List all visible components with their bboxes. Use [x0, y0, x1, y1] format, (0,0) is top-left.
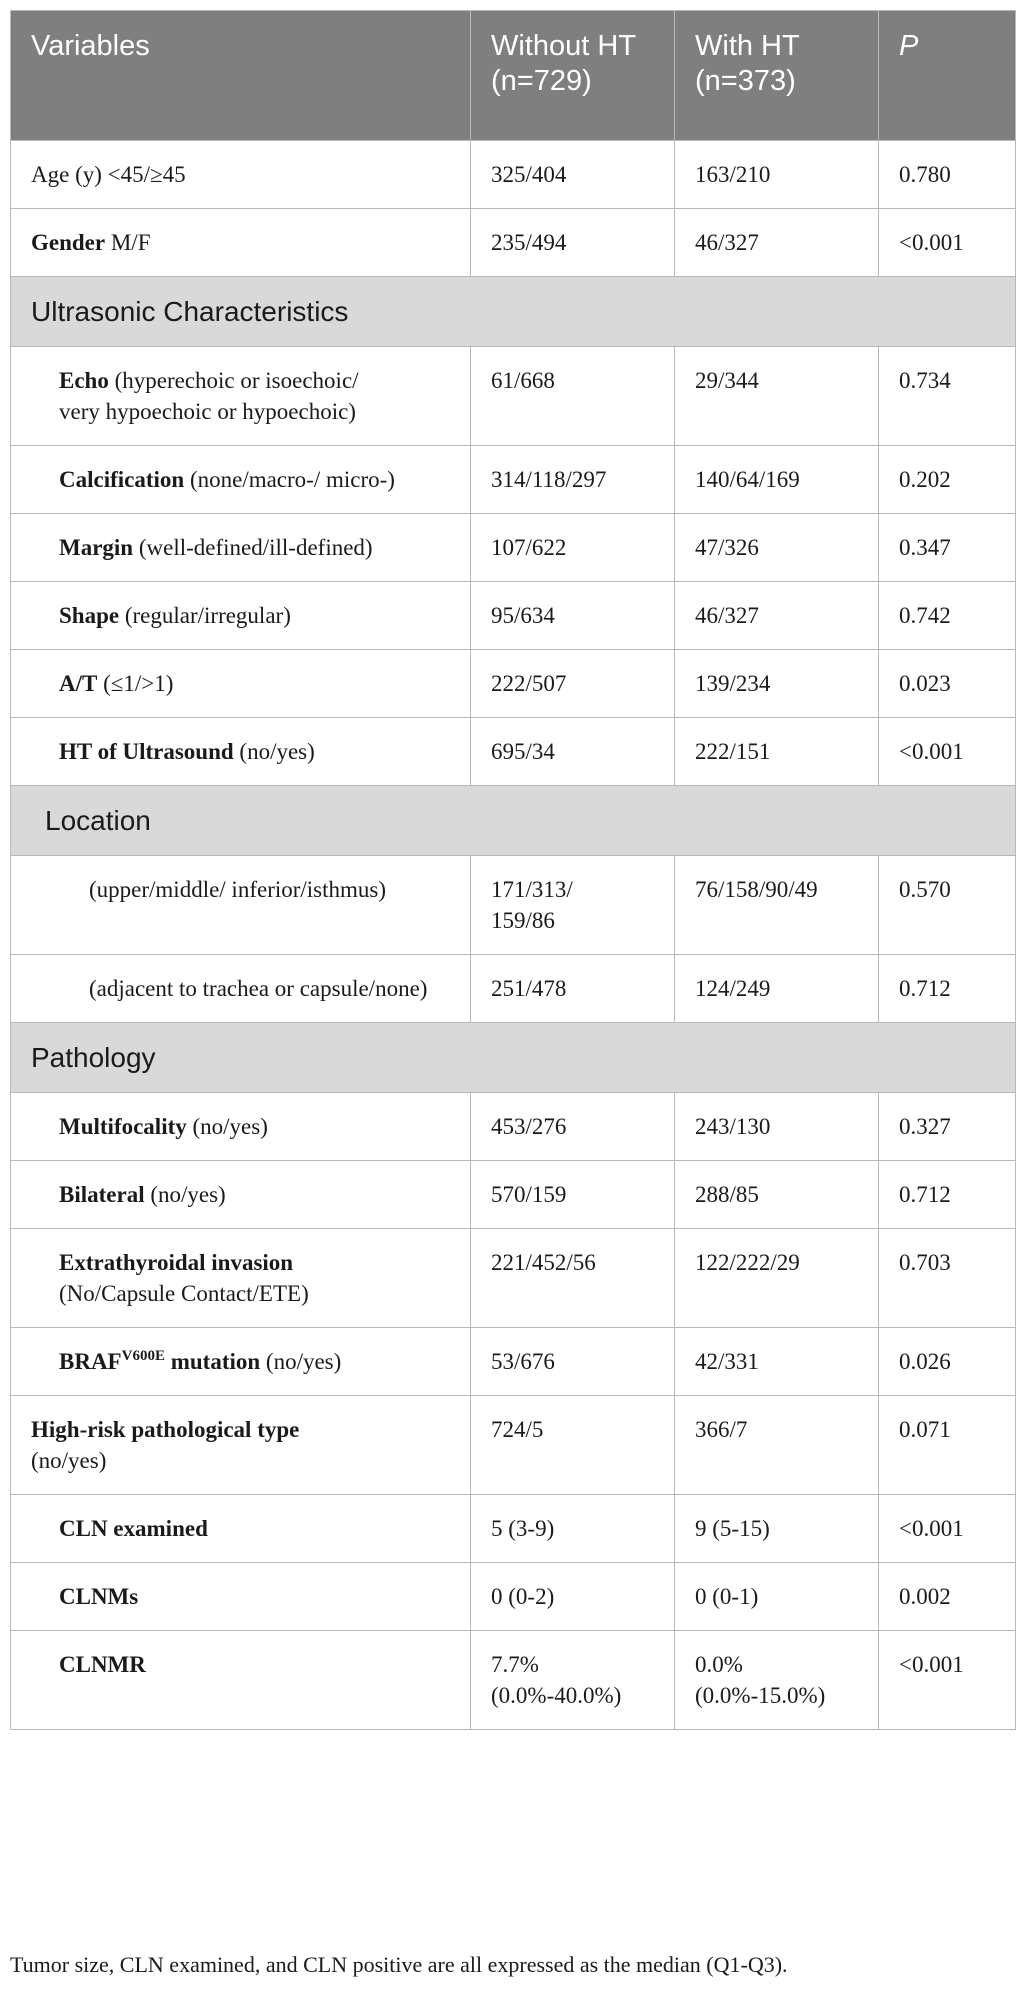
cell-line: 171/313/: [491, 877, 573, 902]
table-row: [11, 514, 1016, 582]
cell-with-ht: 163/210: [675, 141, 879, 209]
cell-without-ht: 5 (3-9): [471, 1495, 675, 1563]
cell-without-ht: 53/676: [471, 1328, 675, 1396]
label-bold: Calcification: [59, 467, 185, 492]
cell-without-ht: 724/5: [471, 1396, 675, 1495]
cell-with-ht: 0 (0-1): [675, 1563, 879, 1631]
row-label-ht-ultrasound: [11, 718, 471, 786]
cell-with-ht: 222/151: [675, 718, 879, 786]
header-variables: Variables: [11, 11, 471, 141]
data-table-container: [10, 10, 1015, 1730]
label-plain: (no/yes): [31, 1448, 107, 1473]
cell-without-ht: 251/478: [471, 955, 675, 1023]
table-row: [11, 856, 1016, 955]
cell-with-ht: 366/7: [675, 1396, 879, 1495]
label-bold: CLN examined: [59, 1516, 208, 1541]
label-plain: (regular/irregular): [119, 603, 291, 628]
row-label-cln-examined: [11, 1495, 471, 1563]
header-without-ht: Without HT (n=729): [471, 11, 675, 141]
label-plain: (well-defined/ill-defined): [133, 535, 373, 560]
cell-with-ht: 124/249: [675, 955, 879, 1023]
label-plain: M/F: [105, 230, 151, 255]
cell-without-ht: [471, 1631, 675, 1730]
label-bold: CLNMR: [59, 1652, 146, 1677]
row-label-age: Age (y) <45/≥45: [11, 141, 471, 209]
table-row: [11, 141, 1016, 209]
cell-p-value: 0.734: [879, 347, 1016, 446]
row-label-clnms: [11, 1563, 471, 1631]
cell-without-ht: 695/34: [471, 718, 675, 786]
row-label-braf: [11, 1328, 471, 1396]
table-row: [11, 718, 1016, 786]
row-label-margin: [11, 514, 471, 582]
cell-without-ht: 222/507: [471, 650, 675, 718]
cell-p-value: 0.712: [879, 955, 1016, 1023]
row-label-gender: [11, 209, 471, 277]
table-row: [11, 1161, 1016, 1229]
label-plain: (no/yes): [186, 1114, 268, 1139]
label-bold: mutation: [164, 1349, 261, 1374]
cell-with-ht: 47/326: [675, 514, 879, 582]
label-plain: (no/yes): [260, 1349, 342, 1374]
cell-with-ht: 76/158/90/49: [675, 856, 879, 955]
cell-without-ht: 221/452/56: [471, 1229, 675, 1328]
table-row: [11, 209, 1016, 277]
row-label-extrathyroidal: [11, 1229, 471, 1328]
cell-without-ht: 235/494: [471, 209, 675, 277]
table-row: [11, 347, 1016, 446]
label-bold: HT of Ultrasound: [59, 739, 234, 764]
table-row: [11, 1631, 1016, 1730]
cell-without-ht: 0 (0-2): [471, 1563, 675, 1631]
cell-p-value: 0.026: [879, 1328, 1016, 1396]
table-row: [11, 650, 1016, 718]
label-bold: Gender: [31, 230, 106, 255]
cell-line: 7.7%: [491, 1652, 539, 1677]
cell-p-value: 0.742: [879, 582, 1016, 650]
data-table: [10, 10, 1016, 1730]
section-title-ultrasonic: Ultrasonic Characteristics: [11, 277, 1016, 347]
cell-p-value: 0.703: [879, 1229, 1016, 1328]
table-row: [11, 446, 1016, 514]
label-bold: Bilateral: [59, 1182, 145, 1207]
section-title-pathology: Pathology: [11, 1023, 1016, 1093]
cell-line: (0.0%-15.0%): [695, 1683, 826, 1708]
row-label-calcification: [11, 446, 471, 514]
label-plain: (≤1/>1): [97, 671, 174, 696]
label-plain: (no/yes): [144, 1182, 226, 1207]
row-label-shape: [11, 582, 471, 650]
label-bold: Multifocality: [59, 1114, 187, 1139]
section-header-row: [11, 1023, 1016, 1093]
cell-p-value: <0.001: [879, 1631, 1016, 1730]
cell-with-ht: 9 (5-15): [675, 1495, 879, 1563]
label-plain: (no/yes): [233, 739, 315, 764]
table-row: [11, 1396, 1016, 1495]
table-row: [11, 1229, 1016, 1328]
label-bold: CLNMs: [59, 1584, 139, 1609]
row-label-high-risk: [11, 1396, 471, 1495]
cell-with-ht: 42/331: [675, 1328, 879, 1396]
cell-line: 0.0%: [695, 1652, 743, 1677]
cell-p-value: <0.001: [879, 209, 1016, 277]
row-label-at: [11, 650, 471, 718]
table-row: [11, 1495, 1016, 1563]
cell-with-ht: 29/344: [675, 347, 879, 446]
section-title-location: Location: [11, 786, 1016, 856]
header-with-ht: With HT (n=373): [675, 11, 879, 141]
cell-without-ht: 314/118/297: [471, 446, 675, 514]
cell-without-ht: 107/622: [471, 514, 675, 582]
row-label-echo: [11, 347, 471, 446]
cell-p-value: 0.002: [879, 1563, 1016, 1631]
section-header-row: [11, 277, 1016, 347]
label-plain: very hypoechoic or hypoechoic): [59, 399, 356, 424]
cell-p-value: 0.071: [879, 1396, 1016, 1495]
cell-with-ht: 122/222/29: [675, 1229, 879, 1328]
row-label-clnmr: [11, 1631, 471, 1730]
table-row: [11, 955, 1016, 1023]
label-superscript: V600E: [121, 1348, 165, 1364]
cell-p-value: <0.001: [879, 718, 1016, 786]
table-row: [11, 1563, 1016, 1631]
cell-with-ht: [675, 1631, 879, 1730]
cell-p-value: 0.202: [879, 446, 1016, 514]
cell-without-ht: 325/404: [471, 141, 675, 209]
cell-line: (0.0%-40.0%): [491, 1683, 622, 1708]
label-bold: BRAF: [59, 1349, 122, 1374]
row-label-multifocality: [11, 1093, 471, 1161]
cell-p-value: 0.780: [879, 141, 1016, 209]
row-label-location-2: (adjacent to trachea or capsule/none): [11, 955, 471, 1023]
cell-p-value: 0.347: [879, 514, 1016, 582]
cell-with-ht: 140/64/169: [675, 446, 879, 514]
cell-with-ht: 46/327: [675, 582, 879, 650]
cell-with-ht: 288/85: [675, 1161, 879, 1229]
cell-line: 159/86: [491, 908, 555, 933]
cell-with-ht: 46/327: [675, 209, 879, 277]
row-label-bilateral: [11, 1161, 471, 1229]
cell-p-value: 0.023: [879, 650, 1016, 718]
cell-p-value: <0.001: [879, 1495, 1016, 1563]
table-row: [11, 1328, 1016, 1396]
label-plain: (none/macro-/ micro-): [184, 467, 395, 492]
cell-without-ht: [471, 856, 675, 955]
table-header-row: [11, 11, 1016, 141]
cell-without-ht: 570/159: [471, 1161, 675, 1229]
label-bold: Extrathyroidal invasion: [59, 1250, 294, 1275]
label-plain: (No/Capsule Contact/ETE): [59, 1281, 309, 1306]
cell-with-ht: 139/234: [675, 650, 879, 718]
table-row: [11, 1093, 1016, 1161]
cell-p-value: 0.570: [879, 856, 1016, 955]
label-bold: Margin: [59, 535, 134, 560]
row-label-location-1: (upper/middle/ inferior/isthmus): [11, 856, 471, 955]
cell-without-ht: 95/634: [471, 582, 675, 650]
label-bold: Echo: [59, 368, 109, 393]
table-row: [11, 582, 1016, 650]
label-plain: (hyperechoic or isoechoic/: [108, 368, 359, 393]
cell-without-ht: 61/668: [471, 347, 675, 446]
header-p-value: P: [879, 11, 1016, 141]
cell-p-value: 0.327: [879, 1093, 1016, 1161]
label-bold: A/T: [59, 671, 98, 696]
label-bold: Shape: [59, 603, 120, 628]
label-bold: High-risk pathological type: [31, 1417, 300, 1442]
cell-p-value: 0.712: [879, 1161, 1016, 1229]
cell-without-ht: 453/276: [471, 1093, 675, 1161]
table-footnote: Tumor size, CLN examined, and CLN positive are all expressed as the median (Q1-Q3).: [10, 1952, 788, 1977]
cell-with-ht: 243/130: [675, 1093, 879, 1161]
section-header-row: [11, 786, 1016, 856]
